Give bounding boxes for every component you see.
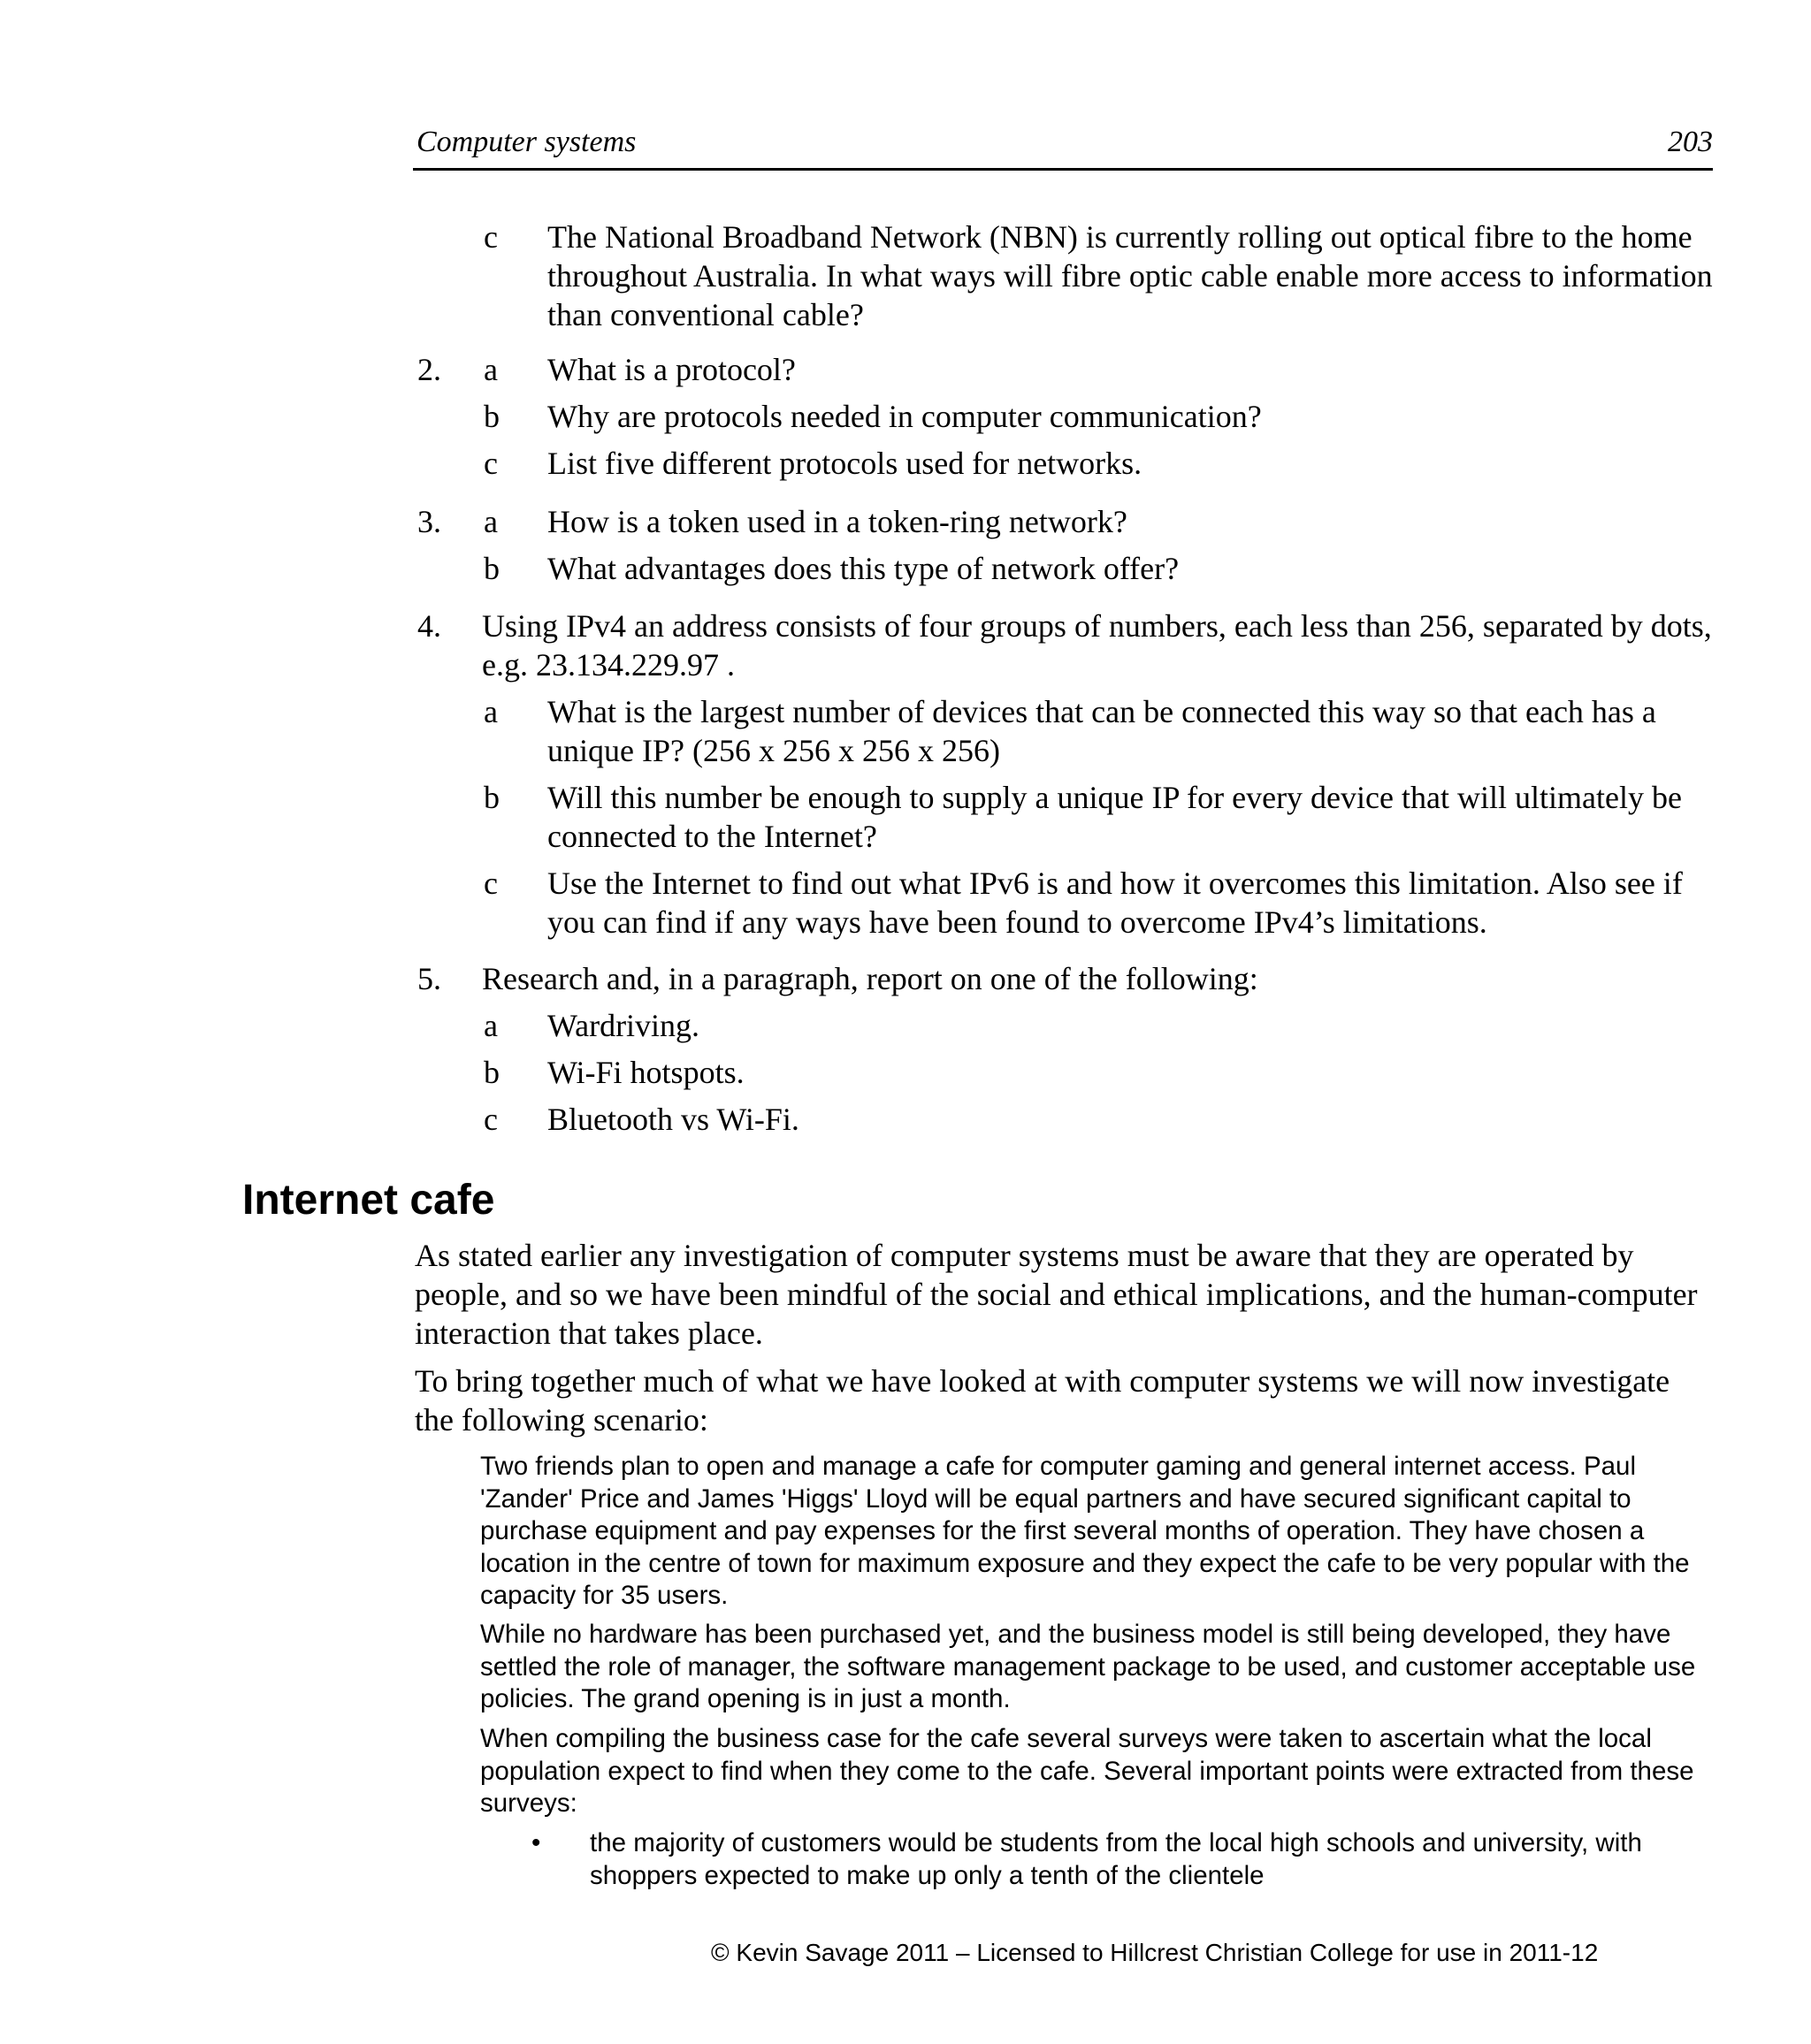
- question-5: [413, 959, 1722, 1139]
- scenario-paragraph: When compiling the business case for the cafe several surveys were taken to ascertain what the local population expect to find when they come to the cafe. Several important points were extracted from these surveys:: [480, 1724, 1694, 1818]
- question-1c: [413, 217, 1722, 334]
- section-heading: Internet cafe: [242, 1177, 495, 1224]
- question-letter: a: [484, 352, 498, 387]
- question-letter: c: [484, 1102, 498, 1137]
- question-4: [413, 606, 1722, 942]
- question-text: What is the largest number of devices that can be connected this way so that each has a unique IP? (256 x 256 x 256 x 256): [547, 694, 1656, 768]
- question-text: Research and, in a paragraph, report on one of the following:: [482, 961, 1258, 996]
- question-text: How is a token used in a token-ring network?: [547, 504, 1127, 539]
- bullet-icon: •: [531, 1828, 541, 1857]
- question-letter: b: [484, 551, 500, 586]
- running-header: [413, 126, 1713, 171]
- question-letter: a: [484, 504, 498, 539]
- question-text: Will this number be enough to supply a unique IP for every device that will ultimately be connected to the Internet?: [547, 780, 1682, 854]
- copyright-footer: © Kevin Savage 2011 – Licensed to Hillcrest Christian College for use in 2011-12: [711, 1939, 1599, 1966]
- scenario-paragraph: While no hardware has been purchased yet, and the business model is still being developed, they have settled the role of manager, the software management package to be used, and customer acceptable use policies. The grand opening is in just a month.: [480, 1620, 1696, 1713]
- question-letter: b: [484, 1055, 500, 1090]
- page-number: 203: [1668, 126, 1713, 158]
- body-paragraph: To bring together much of what we have looked at with computer systems we will now investigate the following scenario:: [415, 1363, 1670, 1438]
- list-item-text: the majority of customers would be students from the local high schools and university, with shoppers expected to make up only a tenth of the clientele: [590, 1828, 1642, 1890]
- question-letter: a: [484, 694, 498, 729]
- question-number: 3.: [417, 504, 441, 539]
- chapter-title: Computer systems: [416, 126, 637, 158]
- scenario-paragraph: Two friends plan to open and manage a cafe for computer gaming and general internet access. Paul 'Zander' Price and James 'Higgs' Lloyd will be equal partners and have secured significant capital to purchase equipment and pay expenses for the first several months of operation. They have chosen a location in the centre of town for maximum exposure and they expect the cafe to be very popular with the capacity for 35 users.: [480, 1452, 1690, 1610]
- question-number: 5.: [417, 961, 441, 996]
- question-letter: b: [484, 399, 500, 434]
- question-letter: a: [484, 1008, 498, 1043]
- question-letter: b: [484, 780, 500, 815]
- question-text: Bluetooth vs Wi-Fi.: [547, 1102, 799, 1137]
- question-number: 2.: [417, 352, 441, 387]
- question-text: Using IPv4 an address consists of four groups of numbers, each less than 256, separated by dots, e.g. 23.134.229.97 .: [482, 608, 1712, 683]
- question-text: Use the Internet to find out what IPv6 is and how it overcomes this limitation. Also see if you can find if any ways have been found to overcome IPv4’s limitations.: [547, 866, 1683, 940]
- body-paragraph: As stated earlier any investigation of computer systems must be aware that they are operated by people, and so we have been mindful of the social and ethical implications, and the human-computer interaction that takes place.: [415, 1238, 1698, 1351]
- question-text: What advantages does this type of network offer?: [547, 551, 1180, 586]
- question-letter: c: [484, 446, 498, 481]
- question-text: List five different protocols used for networks.: [547, 446, 1142, 481]
- question-text: What is a protocol?: [547, 352, 796, 387]
- question-text: Wardriving.: [547, 1008, 700, 1043]
- list-item: [480, 1827, 1718, 1892]
- question-text: Wi-Fi hotspots.: [547, 1055, 745, 1090]
- question-2: [413, 350, 1722, 483]
- question-number: 4.: [417, 608, 441, 644]
- question-3: [413, 502, 1722, 588]
- question-text: Why are protocols needed in computer communication?: [547, 399, 1262, 434]
- question-letter: c: [484, 866, 498, 901]
- question-letter: c: [484, 219, 498, 255]
- question-text: The National Broadband Network (NBN) is currently rolling out optical fibre to the home throughout Australia. In what ways will fibre optic cable enable more access to information than conventional cable?: [547, 219, 1713, 332]
